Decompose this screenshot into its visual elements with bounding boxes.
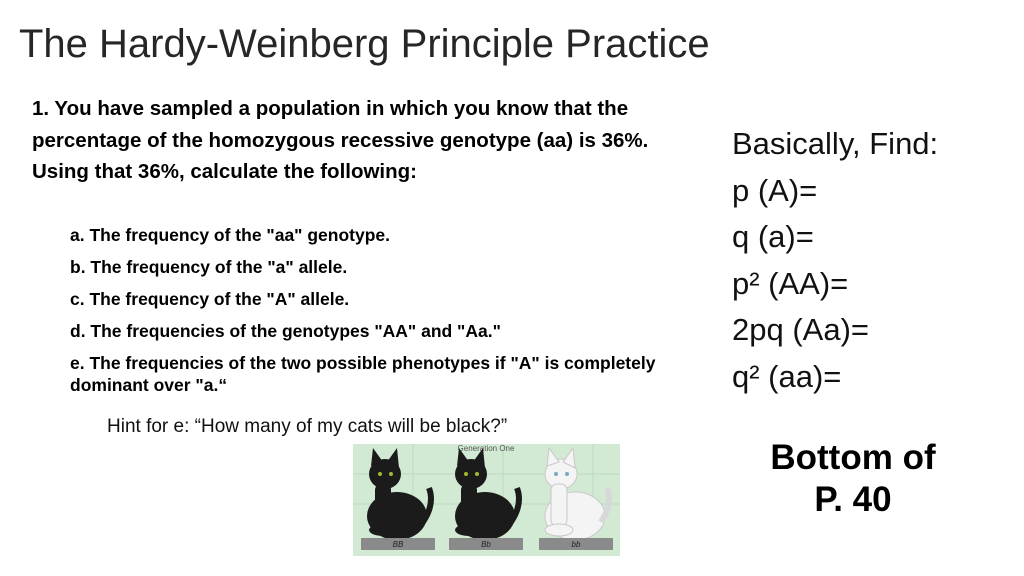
black-cat-1 <box>367 448 431 540</box>
sub-question-c: c. The frequency of the "A" allele. <box>70 289 350 309</box>
find-line-q: q (a)= <box>732 219 814 254</box>
sub-question-b: b. The frequency of the "a" allele. <box>70 257 348 277</box>
sub-question-list <box>70 224 710 404</box>
find-line-p: p (A)= <box>732 172 818 208</box>
find-heading: Basically, Find: <box>732 126 939 161</box>
genotype-label-recessive: bb <box>571 540 581 549</box>
cat-genotype-figure <box>353 444 620 556</box>
sub-question-d: d. The frequencies of the genotypes "AA" and "Aa." <box>70 321 501 341</box>
page-reference-line-1: Bottom of <box>770 438 936 477</box>
cat-illustration <box>353 444 620 556</box>
slide-title: The Hardy-Weinberg Principle Practice <box>19 22 710 66</box>
genotype-label-heterozygous: Bb <box>481 540 491 549</box>
page-reference-line-2: P. 40 <box>814 480 892 519</box>
hint-text: Hint for e: “How many of my cats will be black?” <box>107 416 508 437</box>
sub-question-e: e. The frequencies of the two possible phenotypes if "A" is completely dominant over "a.“ <box>70 353 656 395</box>
figure-header: Generation One <box>457 444 515 453</box>
find-list <box>732 121 938 400</box>
white-cat <box>545 448 609 540</box>
page-reference <box>748 437 958 521</box>
find-line-q2: q² (aa)= <box>732 358 842 394</box>
genotype-label-bb-dominant: BB <box>392 540 404 549</box>
question-text: 1. You have sampled a population in which you know that the percentage of the homozygous recessive genotype (aa) is 36%. Using that 36%, calculate the following: <box>32 97 649 183</box>
find-line-2pq: 2pq (Aa)= <box>732 312 870 347</box>
find-line-p2: p² (AA)= <box>732 265 849 301</box>
black-cat-2 <box>455 448 519 540</box>
sub-question-a: a. The frequency of the "aa" genotype. <box>70 225 390 245</box>
